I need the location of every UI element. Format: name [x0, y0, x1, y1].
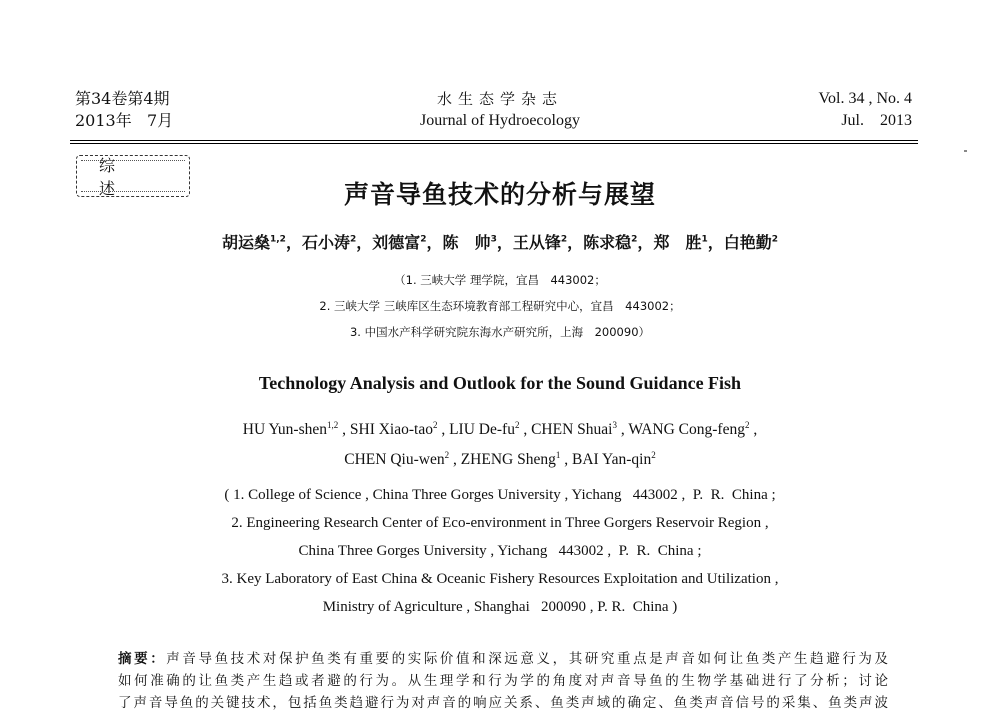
journal-name-en: Journal of Hydroecology	[420, 112, 580, 129]
affiliation-cn-3: 3. 中国水产科学研究院东海水产研究所，上海 200090）	[349, 325, 651, 339]
author-sup: 1,2	[269, 234, 286, 245]
abstract-label: 摘要：	[118, 651, 167, 667]
date-en: Jul. 2013	[841, 112, 912, 129]
author-sup: 2	[349, 234, 357, 245]
volume-issue-cn: 第34卷第4期	[75, 89, 170, 108]
author-cn: 胡运燊	[221, 233, 270, 252]
header-rule	[70, 140, 918, 141]
author-sup: 1	[555, 450, 561, 460]
author-en: SHI Xiao-tao	[349, 421, 433, 439]
author-sup: 2	[631, 234, 638, 245]
authors-cn: 胡运燊$^{1,2}$，石小涛$^2$，刘德富$^2$，陈 帅$^3$，王从锋$^2$，陈求稳$^2$，郑 胜$^1$，白艳勤$^2$	[221, 233, 779, 252]
author-sup: 3	[490, 234, 497, 245]
affiliation-cn-1: （1. 三峡大学 理学院，宜昌 443002；	[394, 273, 606, 287]
author-en: CHEN Shuai	[531, 421, 613, 439]
header-rule-thin	[70, 143, 918, 144]
abstract-line-2: 如何准确的让鱼类产生趋或者避的行为。从生理学和行为学的角度对声音导鱼的生物学基础进行了分析；讨论	[118, 673, 888, 689]
abstract	[118, 648, 888, 714]
author-sup: 2	[444, 450, 450, 460]
affiliation-en-2: 2. Engineering Research Center of Eco-environment in Three Gorgers Reservoir Region ,	[231, 515, 769, 531]
author-sup: 3	[612, 420, 617, 430]
author-sup: 2	[420, 234, 427, 245]
affiliation-cn-2: 2. 三峡大学 三峡库区生态环境教育部工程研究中心，宜昌 443002；	[319, 299, 681, 313]
author-en: HU Yun-shen	[242, 421, 328, 439]
journal-volume-issue-en	[700, 88, 912, 132]
author-en: LIU De-fu	[449, 421, 515, 439]
author-cn: 郑 胜	[653, 233, 702, 252]
affiliation-en-1: ( 1. College of Science , China Three Gorges University , Yichang 443002 , P. R. China ;	[224, 487, 776, 503]
author-sup: 2	[651, 450, 656, 460]
paper-title-cn: 声音导鱼技术的分析与展望	[343, 180, 656, 209]
author-en: BAI Yan-qin	[571, 451, 652, 469]
authors-en-line-2: CHEN Qiu-wen$^2$ , ZHENG Sheng$^1$ , BAI Yan-qin$^2$	[344, 450, 656, 469]
author-sup: 2	[514, 420, 520, 430]
abstract-line-3: 了声音导鱼的关键技术，包括鱼类趋避行为对声音的响应关系、鱼类声域的确定、鱼类声音信号的采集、鱼类声波	[118, 695, 888, 711]
scan-speck	[964, 150, 967, 152]
date-cn: 2013年 7月	[75, 111, 174, 130]
author-cn: 陈求稳	[583, 233, 632, 252]
author-en: ZHENG Sheng	[460, 451, 556, 469]
authors-en-line-1: HU Yun-shen$^{1,2}$ , SHI Xiao-tao$^2$ , LIU $De-fu^2$ , CHEN Shuai$^3$ , WANG Cong-feng$^2$ ,	[242, 420, 758, 439]
section-stamp: 综 述	[76, 155, 190, 197]
volume-issue-en: Vol. 34 , No. 4	[818, 90, 912, 107]
author-sup: 1	[701, 234, 708, 245]
journal-name-cn: 水生态学杂志	[436, 90, 563, 108]
author-cn: 石小涛	[301, 233, 350, 252]
author-sup: 2	[744, 420, 750, 430]
affiliation-en-4: 3. Key Laboratory of East China & Oceanic Fishery Resources Exploitation and Utilization ,	[221, 571, 779, 587]
paper-title-en: Technology Analysis and Outlook for the Sound Guidance Fish	[258, 373, 742, 393]
author-cn: 王从锋	[512, 233, 561, 252]
affiliation-en-3: China Three Gorges University , Yichang 443002 , P. R. China ;	[298, 543, 702, 559]
abstract-line-1	[118, 648, 888, 670]
author-sup: 1,2	[327, 420, 339, 430]
author-en: WANG Cong-feng	[628, 421, 745, 439]
author-sup: 2	[560, 234, 568, 245]
author-sup: 2	[432, 420, 438, 430]
author-cn: 陈 帅	[442, 233, 491, 252]
affiliation-en-5: Ministry of Agriculture , Shanghai 200090 , P. R. China )	[322, 599, 678, 615]
author-en: CHEN Qiu-wen	[344, 451, 445, 469]
author-sup: 2	[771, 234, 779, 245]
author-cn: 白艳勤	[723, 233, 772, 252]
abstract-text: 声音导鱼技术对保护鱼类有重要的实际价值和深远意义，其研究重点是声音如何让鱼类产生趋避行为及	[166, 651, 889, 667]
author-cn: 刘德富	[372, 233, 421, 252]
